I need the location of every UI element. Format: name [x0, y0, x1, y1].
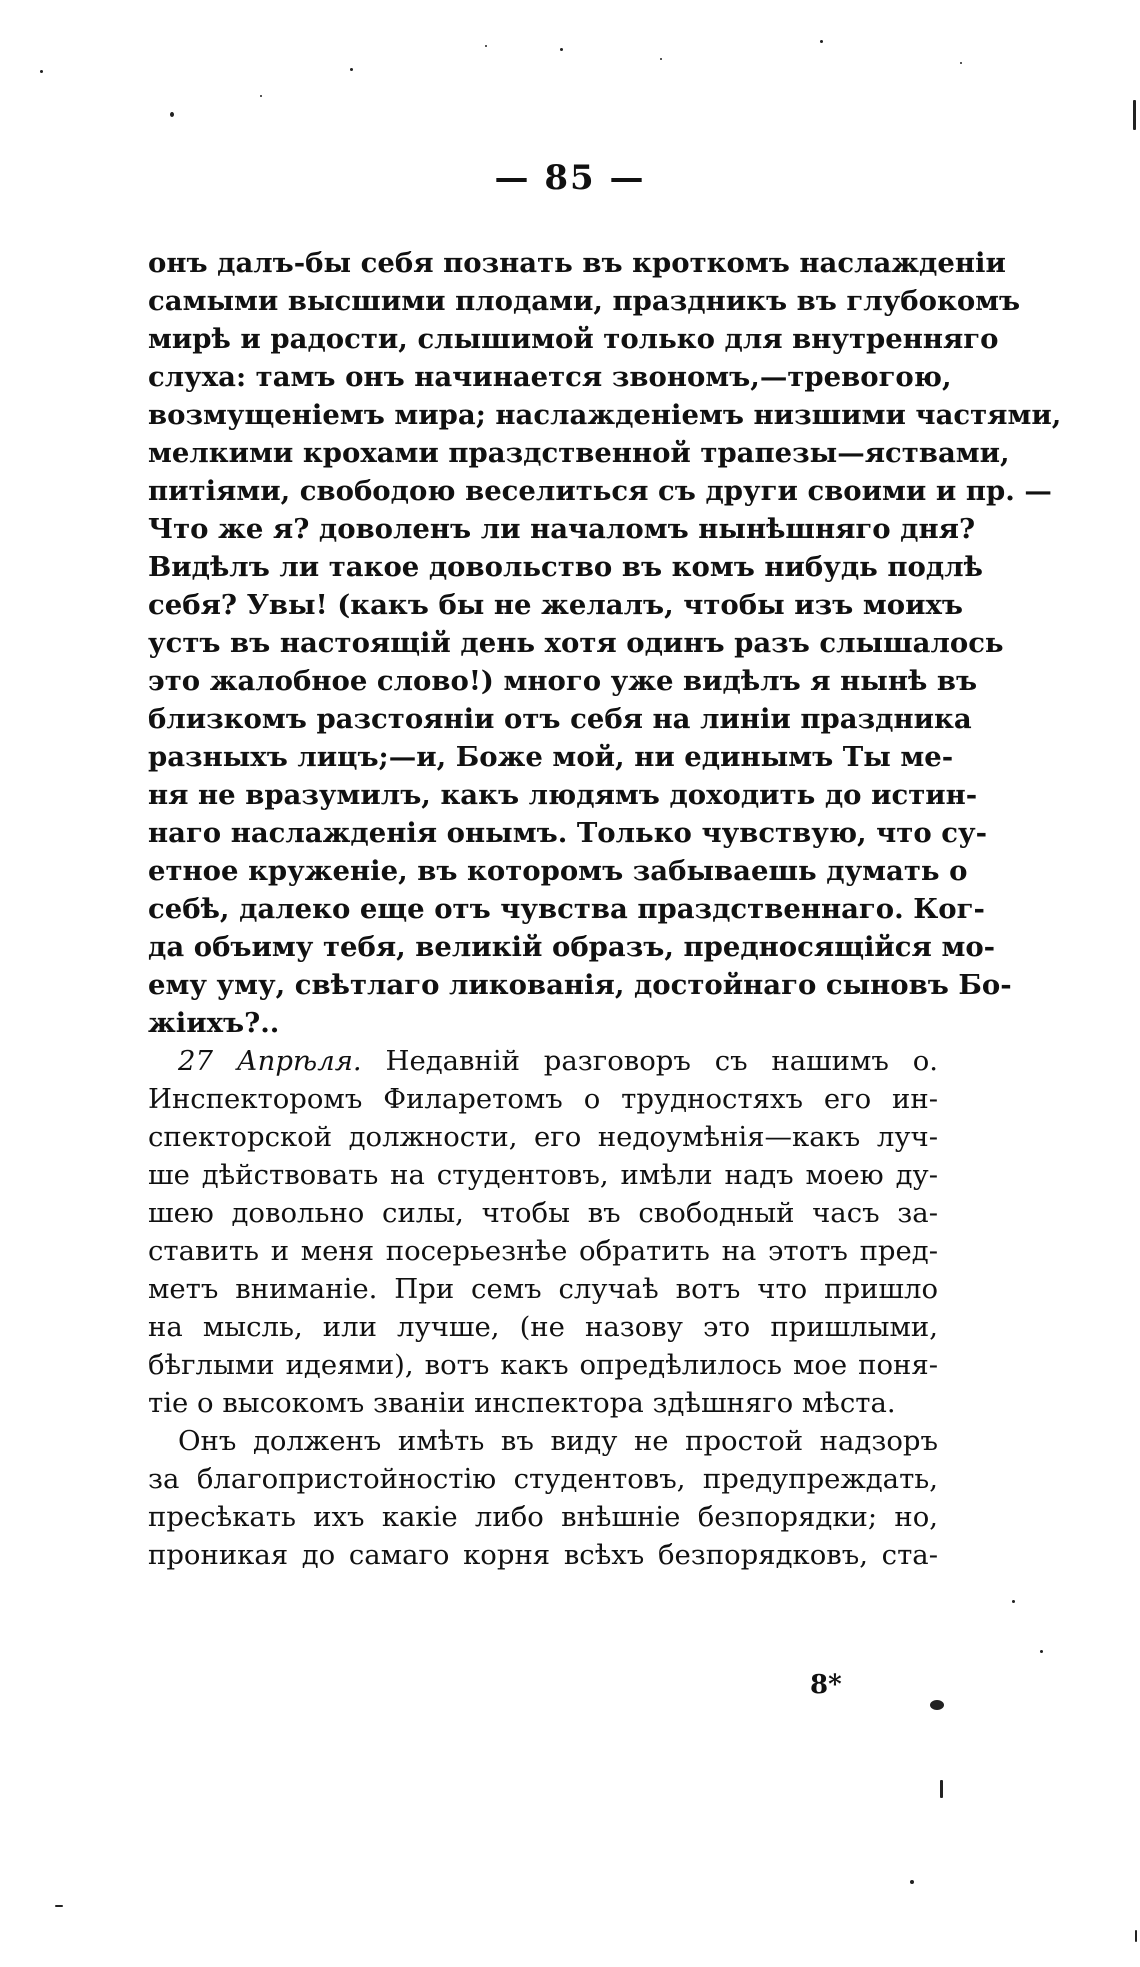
scan-speck [170, 112, 174, 117]
scan-speck [1133, 100, 1136, 130]
scan-speck [820, 40, 823, 43]
signature-mark: 8* [810, 1670, 842, 1700]
text-line: слуха: тамъ онъ начинается звономъ,—тревогою, [148, 361, 952, 393]
text-line: питіями, свободою веселиться съ други своими и пр. — [148, 475, 1052, 507]
text-line: возмущеніемъ мира; наслажденіемъ низшими частями, [148, 399, 1062, 431]
text-line: устъ въ настоящій день хотя одинъ разъ слышалось [148, 627, 1004, 659]
text-line: Видѣлъ ли такое довольство въ комъ нибудь подлѣ [148, 551, 983, 583]
scan-speck [560, 48, 563, 51]
text-line: да объиму тебя, великій образъ, предносящійся мо- [148, 931, 996, 963]
entry-date: 27 Апрѣля. [178, 1045, 362, 1077]
text-line: ня не вразумилъ, какъ людямъ доходить до истин- [148, 779, 978, 811]
text-line: наго наслажденія онымъ. Только чувствую, что су- [148, 817, 988, 849]
scan-speck [940, 1780, 943, 1798]
scan-speck [40, 70, 43, 73]
scan-speck [930, 1700, 944, 1710]
text-line: себя? Увы! (какъ бы не желалъ, чтобы изъ моихъ [148, 589, 963, 621]
entry-date-line [148, 1042, 938, 1080]
scan-speck [960, 62, 962, 64]
text-line: шею довольно силы, чтобы въ свободный часъ за- [148, 1197, 938, 1229]
scan-speck [1012, 1600, 1015, 1603]
scan-speck [55, 1905, 63, 1907]
text-line: ему уму, свѣтлаго ликованія, достойнаго сыновъ Бо- [148, 969, 1012, 1001]
text-line: себѣ, далеко еще отъ чувства праздственнаго. Ког- [148, 893, 985, 925]
text-line: это жалобное слово!) много уже видѣлъ я нынѣ въ [148, 665, 978, 697]
scan-speck [1135, 1930, 1137, 1942]
text-line: близкомъ разстояніи отъ себя на линіи праздника [148, 703, 972, 735]
text-line: пресѣкать ихъ какіе либо внѣшніе безпорядки; но, [148, 1501, 938, 1533]
text-line: проникая до самаго корня всѣхъ безпорядковъ, ста- [148, 1539, 938, 1571]
text-line: Инспекторомъ Филаретомъ о трудностяхъ его ин- [148, 1083, 938, 1115]
text-line: бѣглыми идеями), вотъ какъ опредѣлилось мое поня- [148, 1349, 938, 1381]
text-line: ставить и меня посерьезнѣе обратить на этотъ пред- [148, 1235, 938, 1267]
scan-speck [260, 95, 262, 97]
text-line: мирѣ и радости, слышимой только для внутренняго [148, 323, 999, 355]
page-number: — 85 — [494, 158, 646, 198]
text-line: за благопристойностію студентовъ, предупреждать, [148, 1463, 938, 1495]
text-line: спекторской должности, его недоумѣнія—какъ луч- [148, 1121, 938, 1153]
scan-speck [1040, 1650, 1043, 1653]
scan-speck [910, 1880, 914, 1884]
text-line: ше дѣйствовать на студентовъ, имѣли надъ моею ду- [148, 1159, 938, 1191]
text-line: метъ вниманіе. При семъ случаѣ вотъ что пришло [148, 1273, 938, 1305]
text-line: жіихъ?.. [148, 1007, 280, 1039]
text-line: разныхъ лицъ;—и, Боже мой, ни единымъ Ты ме- [148, 741, 954, 773]
text-line: самыми высшими плодами, праздникъ въ глубокомъ [148, 285, 1021, 317]
paragraph-2 [148, 1422, 938, 1574]
text-line: мелкими крохами праздственной трапезы—яствами, [148, 437, 1010, 469]
entry-paragraph [148, 1080, 938, 1422]
text-line: онъ далъ-бы себя познать въ кроткомъ наслажденіи [148, 247, 1006, 279]
text-line: етное кружeніе, въ которомъ забываешь думать о [148, 855, 968, 887]
entry-first-line-text: Недавній разговоръ съ нашимъ о. [361, 1045, 939, 1077]
text-line: на мысль, или лучше, (не назову это пришлыми, [148, 1311, 938, 1343]
text-line: Онъ долженъ имѣть въ виду не простой надзоръ [178, 1425, 938, 1457]
page-text [148, 244, 1062, 1574]
scan-speck [485, 45, 487, 47]
text-line: Что же я? доволенъ ли началомъ нынѣшняго дня? [148, 513, 976, 545]
paragraph-1 [148, 244, 1062, 1042]
text-line: тіе о высокомъ званіи инспектора здѣшняго мѣста. [148, 1387, 896, 1419]
scan-speck [660, 58, 662, 60]
scan-speck [350, 68, 353, 71]
